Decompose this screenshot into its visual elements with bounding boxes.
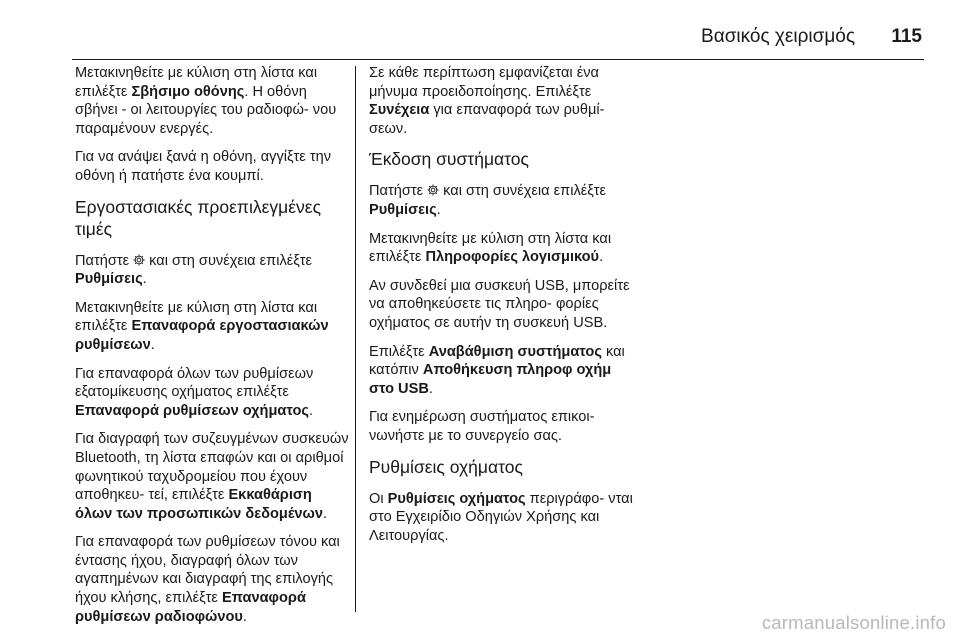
- paragraph: Για επαναφορά των ρυθμίσεων τόνου και έντασης ήχου, διαγραφή όλων των αγαπημένων και διαγραφή της επιλογής ήχου κλήσης, επιλέξτε Επαναφορά ρυθμίσεων ραδιοφώνου.: [75, 534, 340, 625]
- watermark: carmanualsonline.info: [761, 612, 946, 633]
- paragraph: Για ενημέρωση συστήματος επικοι‐ νωνήστε με το συνεργείο σας.: [369, 409, 595, 444]
- paragraph: Για διαγραφή των συζευγμένων συσκευών Bluetooth, τη λίστα επαφών και οι αριθμοί φωνητικού ταχυδρομείου που έχουν αποθηκευ‐ τεί, επιλέξτε Εκκαθάριση όλων των προσωπικών δεδομένων.: [75, 431, 349, 522]
- paragraph: Αν συνδεθεί μια συσκευή USB, μπορείτε να αποθηκεύσετε τις πληρο‐ φορίες οχήματος σε αυτήν τη συσκευή USB.: [369, 277, 630, 331]
- page-number: 115: [891, 26, 922, 47]
- section-title: Βασικός χειρισμός: [701, 26, 855, 47]
- paragraph: Οι Ρυθμίσεις οχήματος περιγράφο‐ νται στο Εγχειρίδιο Οδηγιών Χρήσης και Λειτουργίας.: [369, 490, 633, 544]
- paragraph: Για επαναφορά όλων των ρυθμίσεων εξατομίκευσης οχήματος επιλέξτε Επαναφορά ρυθμίσεων οχήματος.: [75, 365, 314, 419]
- section-heading: Ρυθμίσεις οχήματος: [369, 456, 523, 477]
- page-header: [0, 0, 960, 56]
- right-column: [369, 64, 634, 555]
- left-column: [75, 64, 353, 636]
- paragraph: Μετακινηθείτε με κύλιση στη λίστα και επιλέξτε Επαναφορά εργοστασιακών ρυθμίσεων.: [75, 299, 329, 353]
- gear-icon: [426, 183, 440, 197]
- paragraph: Σε κάθε περίπτωση εμφανίζεται ένα μήνυμα προειδοποίησης. Επιλέξτε Συνέχεια για επαναφορά των ρυθμί‐ σεων.: [369, 65, 605, 137]
- section-heading: Εργοστασιακές προεπιλεγμένες τιμές: [75, 196, 322, 239]
- section-heading: Έκδοση συστήματος: [369, 149, 529, 170]
- header-rule: [72, 59, 924, 60]
- paragraph: Για να ανάψει ξανά η οθόνη, αγγίξτε την οθόνη ή πατήστε ένα κουμπί.: [75, 149, 332, 184]
- paragraph: Πατήστε και στη συνέχεια επιλέξτε Ρυθμίσεις.: [75, 252, 313, 288]
- column-divider: [355, 66, 356, 612]
- paragraph: Μετακινηθείτε με κύλιση στη λίστα και επιλέξτε Σβήσιμο οθόνης. Η οθόνη σβήνει - οι λειτουργίες του ραδιοφώ‐ νου παραμένουν ενεργές.: [75, 65, 337, 137]
- gear-icon: [132, 253, 146, 267]
- paragraph: Μετακινηθείτε με κύλιση στη λίστα και επιλέξτε Πληροφορίες λογισμικού.: [369, 230, 612, 266]
- paragraph: Επιλέξτε Αναβάθμιση συστήματος και κατόπιν Αποθήκευση πληροφ οχήμ στο USB.: [369, 343, 625, 397]
- paragraph: Πατήστε και στη συνέχεια επιλέξτε Ρυθμίσεις.: [369, 183, 607, 218]
